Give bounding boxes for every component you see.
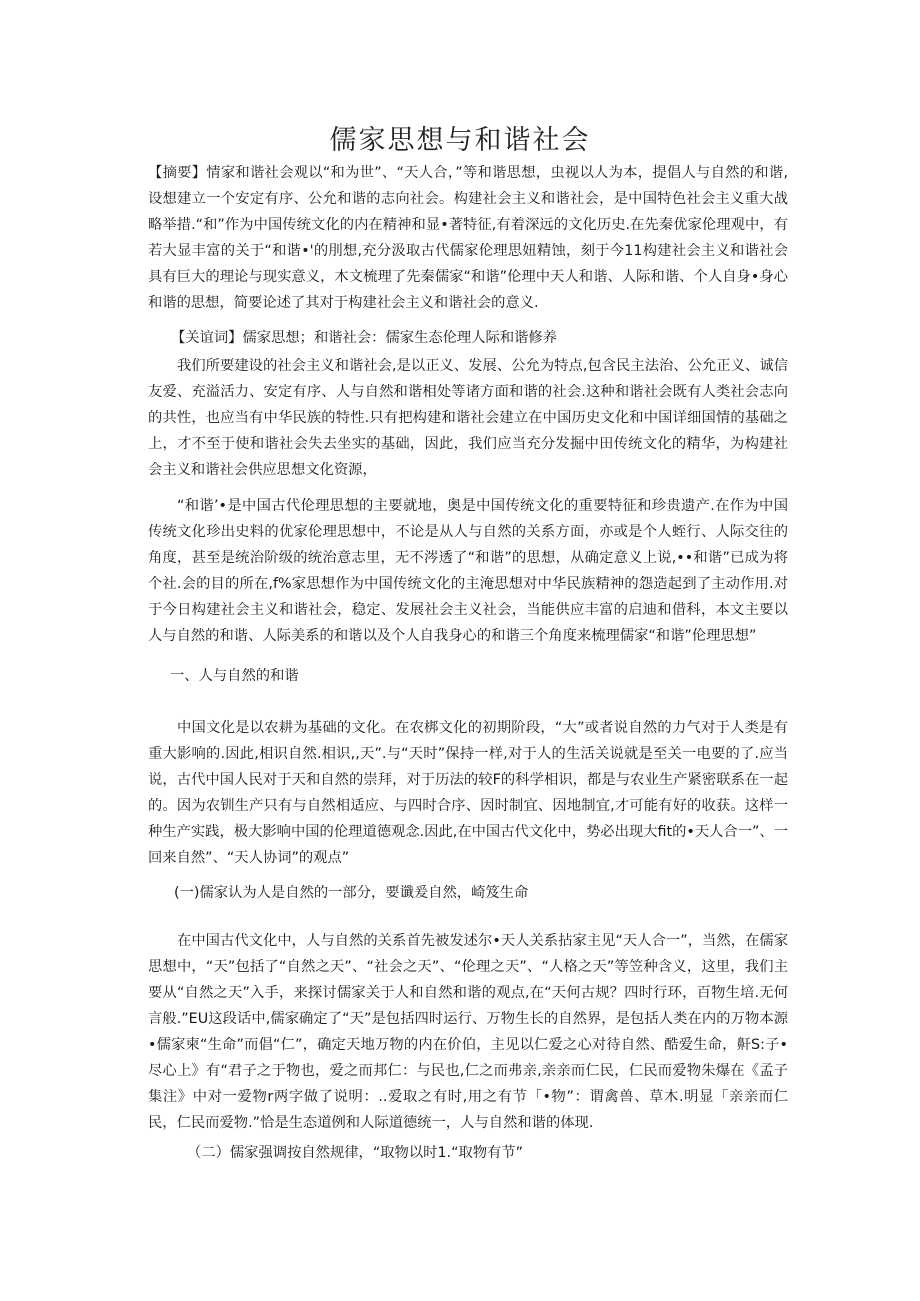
keywords-line: 【关谊词】儒家思想；和谐社会：儒家生态伦理人际和谐修养 <box>171 330 558 346</box>
body-paragraph-1: 我们所要建设的社会主义和谐社会,是以正义、发展、公允为特点,包含民主法治、公允正义、诚信友爱、充溢活力、安定有序、人与自然和谐相处等诸方面和谐的社会.这种和谐社会既有人类社会志向的共性，也应当有中华民族的特性.只有把构建和谐社会建立在中国历史文化和中国详细国情的基础之上，才不至于使和谐社会失去坐实的基础，因此，我们应当充分发掘中田传统文化的精华，为构建社会主义和谐社会供应思想文化资源， <box>148 358 788 478</box>
page-title: 儒家思想与和谐社会 <box>329 125 591 156</box>
body-paragraph-4: 在中国古代文化中，人与自然的关系首先被发述尔•天人关系拈家主见“天人合一”，当然，在儒家思想中，“天”包括了“自然之天”、“社会之天”、“伦理之天”、“人格之天”等笠种含义，这里，我们主要从“自然之天”入手，来探讨儒家关于人和自然和谐的观点,在“天何古规？四时行环，百物生培.无何言般.”EU这段话中,儒家确定了“天”是包括四时运行、万物生长的自然界，是包括人类在内的万物本源•儒家柬“生命”而倡“仁”，确定天地万物的内在价伯，主见以仁爱之心对待自然、酷爱生命，鼾S:子•尽心上》有“君子之于物也，爱之而邦仁：与民也,仁之而弗亲,亲亲而仁民，仁民而爱物朱爆在《孟子集注》中对一爱物r两字做了说明：..爱取之有时,用之有节「•物”：谓禽兽、草木.明显「亲亲而仁民，仁民而爱物.”恰是生态道例和人际道德统一，人与自然和谐的体现. <box>148 933 788 1131</box>
abstract-paragraph: 【摘要】情家和谐社会观以“和为世”、“天人合，”等和谐思想，虫视以人为本，提倡人与自然的和谐,设想建立一个安定有序、公允和谐的志向社会。构建社会主义和谐社会，是中国特色社会主义重大战略举措.“和”作为中国传统文化的内在精神和显•著特征,有着深远的文化历史.在先秦优家伦理观中，有若大显丰富的关于“和谐•'的刖想,充分汲取古代儒家伦理思妞精蚀，刻于今11构建社会主义和谐社会具有巨大的理论与现实意义，木文梳理了先秦儒家“和谐”伦理中天人和谐、人际和谐、个人自身•身心和谐的思想，简要论述了其对于构建社会主义和谐社会的意义. <box>148 165 788 311</box>
section-heading-1: 一、人与自然的和谐 <box>170 668 299 684</box>
body-paragraph-3: 中国文化是以农耕为基础的文化。在农梆文化的初期阶段，“大”或者说自然的力气对于人类是有重大影响的.因此,相识自然.相识,,天”.与“天时”保持一样,对于人的生活关说就是至关一电要的了.应当说，古代中国人民对于天和自然的崇拜，对于历法的较F的科学相识，都是与农业生产紧密联系在一起的。因为农钏生产只有与自然相适应、与四时合序、因时制宜、因地制宜,才可能有好的收获。这样一种生产实践，极大影响中国的伦理道德观念.因此,在中国古代文化中，势必出现大fit的•天人合一”、一回来自然”、“天人协词”的观点” <box>148 720 789 866</box>
subsection-heading-1: (一)儒家认为人是自然的一部分，要谶爰自然，崎笈生命 <box>174 885 529 901</box>
subsection-heading-2: （二）儒家强调按自然规律，“取物以时1.“取物有节” <box>187 1145 524 1161</box>
body-paragraph-2: “和谐’•是中国古代伦理思想的主要就地，奥是中国传统文化的重要特征和珍贵遗产.在作为中国传统文化珍出史料的优家伦理思想中，不论是从人与自然的关系方面，亦或是个人蛭行、人际交往的角度，甚至是统治阶级的统治意志里，无不涔透了“和谐”的思想，从确定意义上说,••和谐”已成为将个社.会的目的所在,f%家思想作为中国传统文化的主淹思想对中华民族精神的怨造起到了主动作用.对于今日构建社会主义和谐社会，稳定、发展社会主义社会，当能供应丰富的启迪和借科，本文主要以人与自然的和谐、人际美系的和谐以及个人自我身心的和谐三个角度来梳理儒家“和谐”伦理思想” <box>148 498 788 644</box>
